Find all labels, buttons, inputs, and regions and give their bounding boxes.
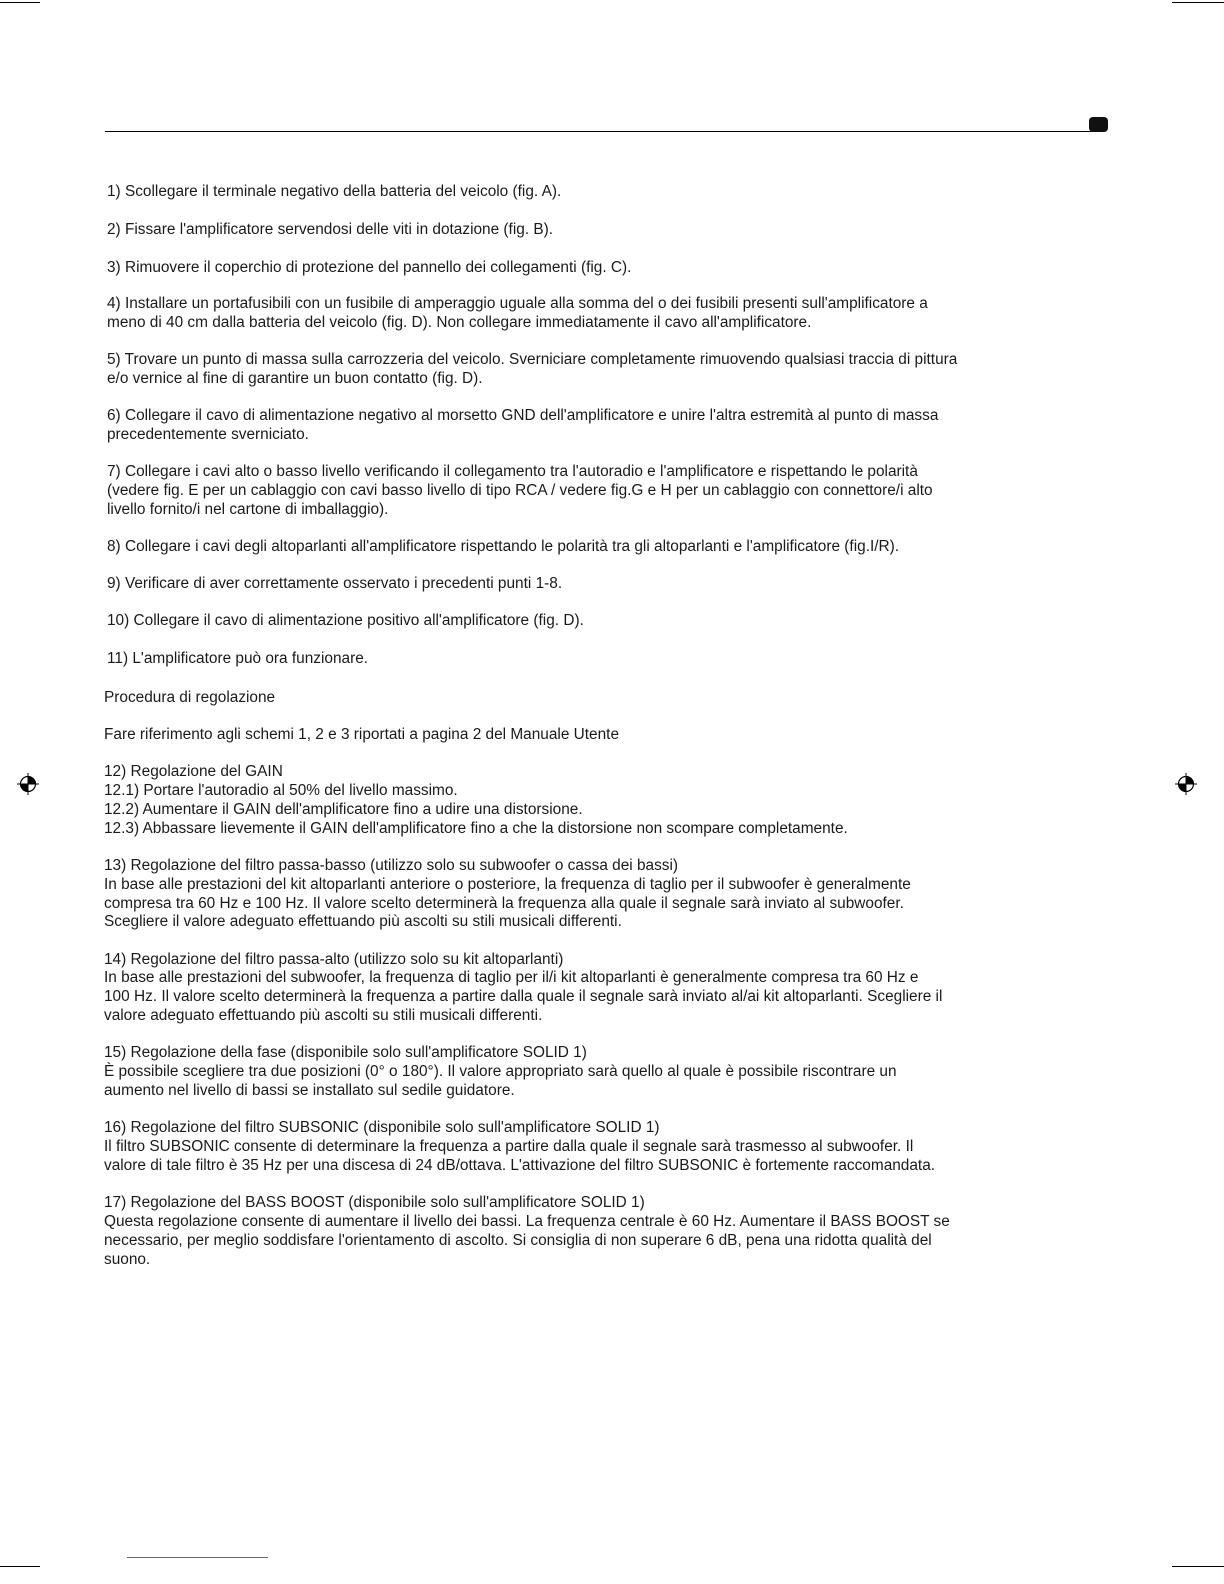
registration-mark-left-icon xyxy=(17,773,39,795)
step-5-line-1: 5) Trovare un punto di massa sulla carrozzeria del veicolo. Sverniciare completamente rimuovendo qualsiasi traccia di pittura xyxy=(107,351,958,368)
crop-mark-bottom-right xyxy=(1172,1566,1224,1567)
procedure-reference: Fare riferimento agli schemi 1, 2 e 3 riportati a pagina 2 del Manuale Utente xyxy=(104,726,620,743)
step-5-line-2: e/o vernice al fine di garantire un buon contatto (fig. D). xyxy=(107,370,483,387)
section-15-line-1: 15) Regolazione della fase (disponibile solo sull'amplificatore SOLID 1) xyxy=(104,1044,587,1061)
section-12-line-3: 12.2) Aumentare il GAIN dell'amplificatore fino a udire una distorsione. xyxy=(104,801,583,818)
registration-mark-right-icon xyxy=(1175,773,1197,795)
section-16-line-3: valore di tale filtro è 35 Hz per una discesa di 24 dB/ottava. L'attivazione del filtro SUBSONIC è fortemente raccomandata. xyxy=(104,1157,936,1174)
section-15-line-3: aumento nel livello di bassi se installato sul sedile guidatore. xyxy=(104,1082,515,1099)
section-14-line-2: In base alle prestazioni del subwoofer, la frequenza di taglio per il/i kit altoparlanti è generalmente compresa tra 60 Hz e xyxy=(104,969,919,986)
step-6-line-2: precedentemente sverniciato. xyxy=(107,426,309,443)
section-14-line-4: valore adeguato effettuando più ascolti su stili musicali differenti. xyxy=(104,1007,543,1024)
section-17-line-1: 17) Regolazione del BASS BOOST (disponibile solo sull'amplificatore SOLID 1) xyxy=(104,1194,645,1211)
step-9-line-1: 9) Verificare di aver correttamente osservato i precedenti punti 1-8. xyxy=(107,575,563,592)
section-12-line-2: 12.1) Portare l'autoradio al 50% del livello massimo. xyxy=(104,782,458,799)
crop-mark-top-left xyxy=(0,2,40,3)
section-13-line-2: In base alle prestazioni del kit altoparlanti anteriore o posteriore, la frequenza di taglio per il subwoofer è generalmente xyxy=(104,876,911,893)
section-17-line-4: suono. xyxy=(104,1251,151,1268)
crop-mark-top-right xyxy=(1172,2,1224,3)
section-15-line-2: È possibile scegliere tra due posizioni (0° o 180°). Il valore appropriato sarà quello al quale è possibile riscontrare un xyxy=(104,1063,897,1080)
step-7-line-1: 7) Collegare i cavi alto o basso livello verificando il collegamento tra l'autoradio e l'amplificatore e rispettando le polarità xyxy=(107,463,918,480)
section-14-line-3: 100 Hz. Il valore scelto determinerà la frequenza a partire dalla quale il segnale sarà inviato al/ai kit altoparlanti. Scegliere il xyxy=(104,988,943,1005)
crop-mark-bottom-left xyxy=(0,1566,40,1567)
section-16-line-2: Il filtro SUBSONIC consente di determinare la frequenza a partire dalla quale il segnale sarà trasmesso al subwoofer. Il xyxy=(104,1138,914,1155)
section-13-line-4: Scegliere il valore adeguato effettuando più ascolti su stili musicali differenti. xyxy=(104,913,622,930)
header-tab-marker xyxy=(1089,117,1108,132)
step-1-line-1: 1) Scollegare il terminale negativo della batteria del veicolo (fig. A). xyxy=(107,183,562,200)
section-12-line-4: 12.3) Abbassare lievemente il GAIN dell'amplificatore fino a che la distorsione non scompare completamente. xyxy=(104,820,848,837)
section-14-line-1: 14) Regolazione del filtro passa-alto (utilizzo solo su kit altoparlanti) xyxy=(104,951,564,968)
step-8-line-1: 8) Collegare i cavi degli altoparlanti all'amplificatore rispettando le polarità tra gli altoparlanti e l'amplificatore (fig.I/R). xyxy=(107,538,900,555)
step-4-line-2: meno di 40 cm dalla batteria del veicolo (fig. D). Non collegare immediatamente il cavo all'amplificatore. xyxy=(107,314,812,331)
section-13-line-1: 13) Regolazione del filtro passa-basso (utilizzo solo su subwoofer o cassa dei bassi) xyxy=(104,857,679,874)
section-17-line-2: Questa regolazione consente di aumentare il livello dei bassi. La frequenza centrale è 60 Hz. Aumentare il BASS BOOST se xyxy=(104,1213,950,1230)
step-7-line-3: livello fornito/i nel cartone di imballaggio). xyxy=(107,501,389,518)
section-12-line-1: 12) Regolazione del GAIN xyxy=(104,763,283,780)
step-11-line-1: 11) L'amplificatore può ora funzionare. xyxy=(107,650,369,667)
step-10-line-1: 10) Collegare il cavo di alimentazione positivo all'amplificatore (fig. D). xyxy=(107,612,584,629)
header-rule xyxy=(105,131,1097,132)
procedure-title: Procedura di regolazione xyxy=(104,689,276,706)
bottom-underline xyxy=(127,1557,268,1558)
section-16-line-1: 16) Regolazione del filtro SUBSONIC (disponibile solo sull'amplificatore SOLID 1) xyxy=(104,1119,660,1136)
step-2-line-1: 2) Fissare l'amplificatore servendosi delle viti in dotazione (fig. B). xyxy=(107,221,554,238)
step-4-line-1: 4) Installare un portafusibili con un fusibile di amperaggio uguale alla somma del o dei fusibili presenti sull'amplificatore a xyxy=(107,295,928,312)
step-3-line-1: 3) Rimuovere il coperchio di protezione del pannello dei collegamenti (fig. C). xyxy=(107,259,632,276)
section-17-line-3: necessario, per meglio soddisfare l'orientamento di ascolto. Si consiglia di non superare 6 dB, pena una ridotta qualità del xyxy=(104,1232,932,1249)
step-6-line-1: 6) Collegare il cavo di alimentazione negativo al morsetto GND dell'amplificatore e unire l'altra estremità al punto di massa xyxy=(107,407,939,424)
section-13-line-3: compresa tra 60 Hz e 100 Hz. Il valore scelto determinerà la frequenza alla quale il segnale sarà inviato al subwoofer. xyxy=(104,895,904,912)
step-7-line-2: (vedere fig. E per un cablaggio con cavi basso livello di tipo RCA / vedere fig.G e H per un cablaggio con connettore/i alto xyxy=(107,482,933,499)
